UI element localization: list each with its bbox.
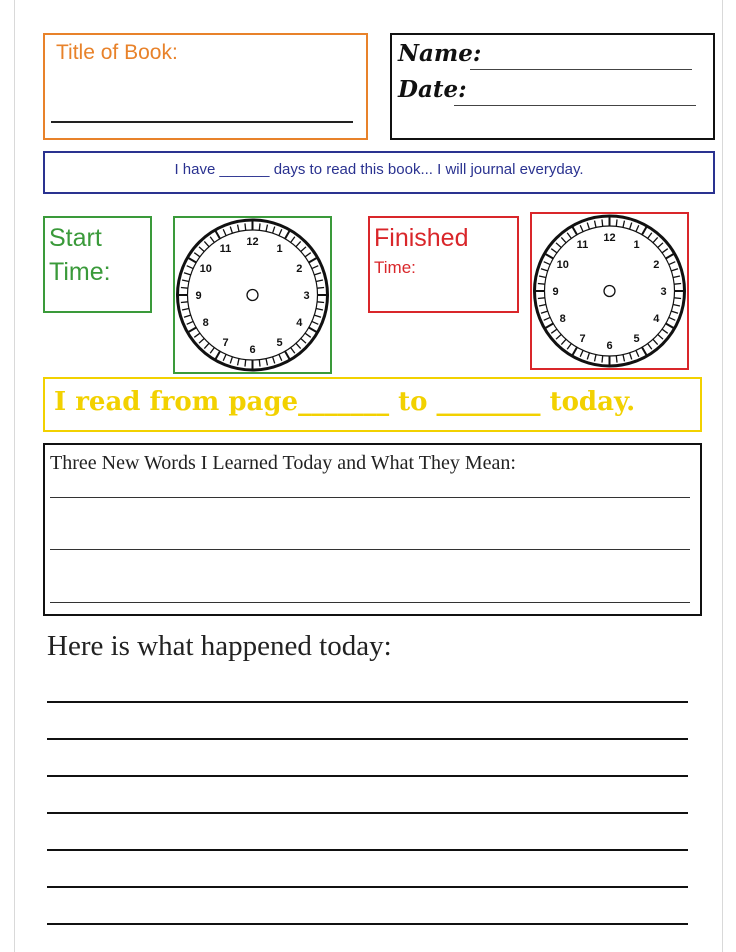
writing-line[interactable] — [47, 923, 688, 925]
clock-tick — [181, 287, 188, 288]
clock-tick — [245, 360, 246, 367]
finished-label: Finished — [374, 224, 469, 252]
new-words-box — [43, 443, 702, 616]
clock-number: 2 — [653, 259, 660, 271]
start-clock-face[interactable] — [175, 218, 330, 372]
clock-tick — [259, 360, 260, 367]
what-happened-title: Here is what happened today: — [47, 630, 392, 662]
page-edge-right — [722, 0, 723, 952]
title-of-book-box — [43, 33, 368, 140]
writing-line[interactable] — [47, 738, 688, 740]
clock-tick — [602, 219, 603, 226]
clock-number: 1 — [276, 243, 283, 256]
start-clock-box — [173, 216, 332, 374]
clock-number: 6 — [249, 344, 256, 356]
finished-time-label: Time: — [374, 258, 416, 277]
clock-number: 8 — [202, 317, 209, 329]
clock-number: 2 — [296, 263, 303, 275]
start-time-label: Time: — [49, 258, 111, 286]
clock-number: 11 — [219, 243, 232, 256]
clock-number: 7 — [579, 332, 586, 345]
clock-number: 10 — [199, 263, 212, 275]
clock-tick — [317, 302, 324, 303]
clock-number: 3 — [660, 286, 667, 298]
name-label: Name: — [398, 40, 482, 67]
clock-tick — [259, 223, 260, 230]
clock-number: 7 — [222, 336, 229, 349]
writing-line[interactable] — [47, 849, 688, 851]
writing-line[interactable] — [47, 775, 688, 777]
clock-tick — [674, 298, 681, 299]
clock-number: 6 — [606, 340, 613, 352]
clock-tick — [317, 287, 324, 288]
days-to-read-box — [43, 151, 715, 194]
finished-clock-box — [530, 212, 689, 370]
clock-tick — [674, 283, 681, 284]
finished-time-box — [368, 216, 519, 313]
start-time-box — [43, 216, 152, 313]
writing-line[interactable] — [47, 701, 688, 703]
clock-number: 4 — [653, 313, 660, 325]
clock-number: 9 — [552, 286, 559, 298]
clock-tick — [616, 219, 617, 226]
clock-number: 11 — [576, 239, 589, 252]
title-of-book-label: Title of Book: — [56, 41, 178, 64]
clock-center — [604, 286, 615, 297]
writing-line[interactable] — [47, 812, 688, 814]
clock-tick — [538, 283, 545, 284]
clock-number: 12 — [246, 236, 259, 248]
date-write-line[interactable] — [454, 105, 696, 106]
days-to-read-text: I have ______ days to read this book... I will journal everyday. — [174, 161, 584, 178]
clock-number: 5 — [633, 332, 640, 345]
clock-tick — [616, 356, 617, 363]
clock-number: 9 — [195, 290, 202, 302]
finished-clock-face[interactable] — [532, 214, 687, 368]
pages-read-text: I read from page_______ to ________ today. — [54, 387, 636, 417]
clock-tick — [181, 302, 188, 303]
clock-tick — [602, 356, 603, 363]
name-date-box — [390, 33, 715, 140]
pages-read-box — [43, 377, 702, 432]
title-write-line[interactable] — [51, 121, 353, 123]
date-label: Date: — [398, 76, 467, 103]
new-words-line[interactable] — [50, 549, 690, 550]
start-label: Start — [49, 224, 102, 252]
clock-number: 1 — [633, 239, 640, 252]
new-words-title: Three New Words I Learned Today and What They Mean: — [50, 452, 516, 474]
clock-number: 12 — [603, 232, 616, 244]
clock-center — [247, 290, 258, 301]
clock-number: 8 — [559, 313, 566, 325]
clock-number: 3 — [303, 290, 310, 302]
new-words-line[interactable] — [50, 602, 690, 603]
writing-line[interactable] — [47, 886, 688, 888]
clock-tick — [538, 298, 545, 299]
name-write-line[interactable] — [470, 69, 692, 70]
clock-number: 10 — [556, 259, 569, 271]
new-words-line[interactable] — [50, 497, 690, 498]
clock-number: 5 — [276, 336, 283, 349]
clock-number: 4 — [296, 317, 303, 329]
clock-tick — [245, 223, 246, 230]
page-edge-left — [14, 0, 15, 952]
